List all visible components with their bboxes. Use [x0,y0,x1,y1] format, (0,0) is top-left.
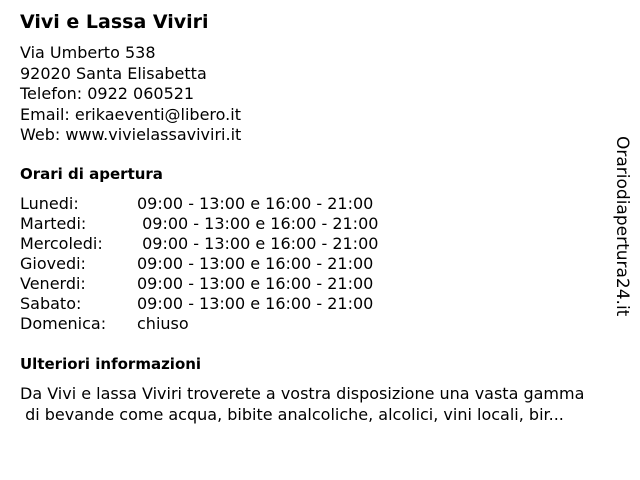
time-value: 09:00 - 13:00 e 16:00 - 21:00 [137,294,374,313]
time-value: 09:00 - 13:00 e 16:00 - 21:00 [137,214,379,233]
contact-block [20,43,241,146]
day-label: Martedi: [20,214,87,233]
hours-row-friday [20,274,378,294]
additional-info-heading: Ulteriori informazioni [20,355,202,373]
hours-row-tuesday [20,214,378,234]
business-name: Vivi e Lassa Viviri [20,11,209,33]
additional-info-text [20,383,635,425]
time-value: 09:00 - 13:00 e 16:00 - 21:00 [137,234,379,253]
hours-row-sunday [20,314,378,334]
day-label: Domenica: [20,314,107,333]
time-value: 09:00 - 13:00 e 16:00 - 21:00 [137,274,374,293]
opening-hours-table [20,194,378,334]
hours-row-wednesday [20,234,378,254]
day-label: Lunedi: [20,194,79,213]
info-line: Da Vivi e lassa Viviri troverete a vostra disposizione una vasta gamma [20,384,585,403]
time-value: 09:00 - 13:00 e 16:00 - 21:00 [137,254,374,273]
opening-hours-heading: Orari di apertura [20,165,163,183]
street-address: Via Umberto 538 [20,43,156,62]
day-label: Sabato: [20,294,82,313]
email-line: Email: erikaeventi@libero.it [20,104,241,124]
phone-line: Telefon: 0922 060521 [20,84,195,103]
info-line: di bevande come acqua, bibite analcoliche, alcolici, vini locali, bir... [20,405,564,424]
time-value: 09:00 - 13:00 e 16:00 - 21:00 [137,194,374,213]
day-label: Giovedi: [20,254,86,273]
day-label: Venerdi: [20,274,86,293]
time-value: chiuso [137,314,189,333]
watermark-text: Orariodiapertura24.it [612,136,632,317]
hours-row-monday [20,194,378,214]
hours-row-saturday [20,294,378,314]
city-postal: 92020 Santa Elisabetta [20,63,207,83]
hours-row-thursday [20,254,378,274]
watermark [612,136,632,317]
day-label: Mercoledi: [20,234,103,253]
website-line: Web: www.vivielassaviviri.it [20,125,242,144]
